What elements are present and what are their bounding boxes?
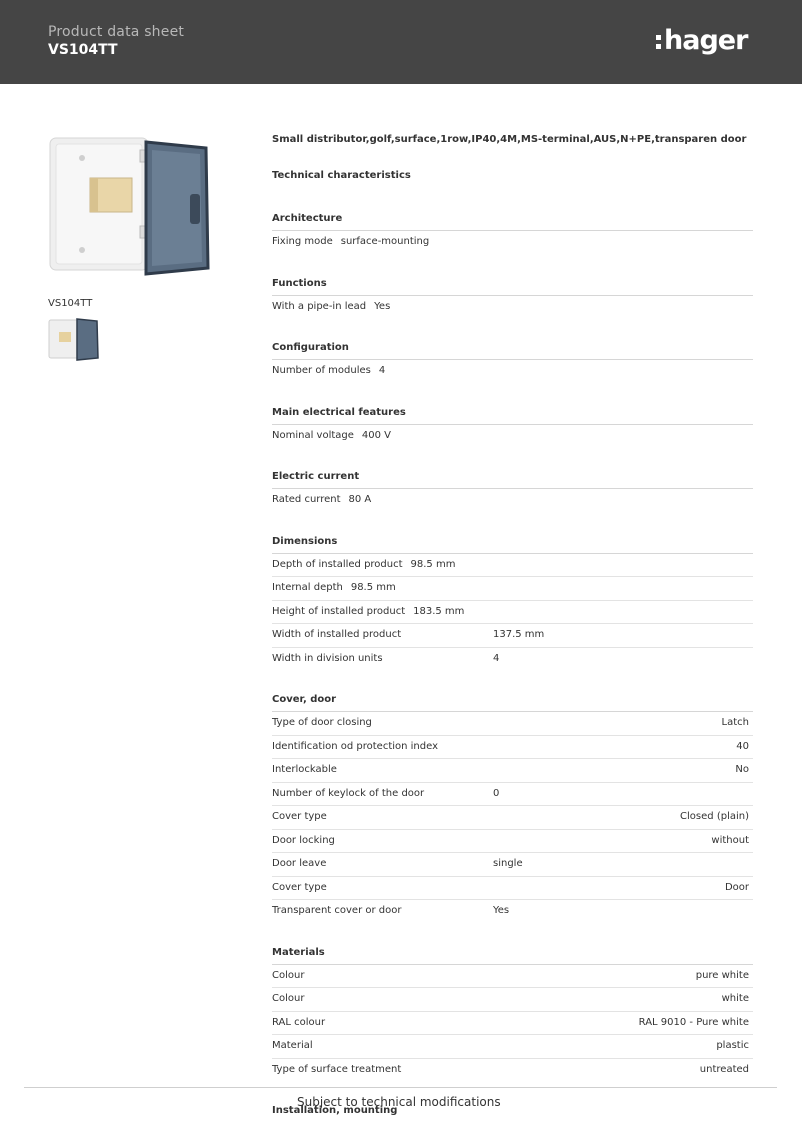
spec-value: surface-mounting bbox=[340, 236, 430, 247]
spec-label: Nominal voltage bbox=[272, 429, 354, 441]
product-thumbnail[interactable] bbox=[48, 317, 100, 361]
spec-row bbox=[272, 759, 753, 783]
spec-value: white bbox=[721, 993, 749, 1004]
spec-value: Closed (plain) bbox=[680, 811, 749, 822]
spec-value: 98.5 mm bbox=[410, 558, 456, 570]
section-heading: Installation, mounting bbox=[272, 1105, 398, 1116]
section-heading: Functions bbox=[272, 273, 753, 296]
product-image bbox=[48, 128, 214, 278]
product-code: VS104TT bbox=[48, 42, 118, 58]
spec-label: Internal depth bbox=[272, 582, 343, 593]
footer-divider bbox=[24, 1087, 777, 1088]
spec-row bbox=[272, 648, 753, 671]
spec-value: Latch bbox=[721, 717, 749, 728]
spec-value: 4 bbox=[378, 365, 386, 376]
spec-value: 80 A bbox=[348, 494, 372, 505]
spec-label: Type of door closing bbox=[272, 717, 372, 728]
spec-value: 4 bbox=[493, 652, 500, 664]
spec-label: Transparent cover or door bbox=[272, 905, 402, 916]
logo-wordmark: hager bbox=[664, 24, 748, 56]
spec-value: 183.5 mm bbox=[413, 605, 465, 617]
spec-row bbox=[272, 1035, 753, 1059]
spec-label: Cover type bbox=[272, 881, 327, 893]
spec-label: With a pipe-in lead bbox=[272, 300, 367, 312]
spec-value: 98.5 mm bbox=[350, 582, 396, 593]
section-heading: Architecture bbox=[272, 208, 753, 231]
spec-content bbox=[272, 131, 753, 1122]
spec-row bbox=[272, 988, 753, 1012]
spec-row bbox=[272, 853, 753, 877]
spec-row bbox=[272, 489, 753, 512]
document-type: Product data sheet bbox=[48, 24, 185, 40]
sku-label: VS104TT bbox=[48, 298, 93, 309]
spec-label: Identification od protection index bbox=[272, 740, 439, 752]
spec-label: Height of installed product bbox=[272, 605, 406, 617]
spec-value: Yes bbox=[374, 300, 391, 312]
spec-label: Interlockable bbox=[272, 764, 337, 775]
spec-row bbox=[272, 712, 753, 736]
spec-value: 400 V bbox=[361, 429, 392, 441]
footer-note: Subject to technical modifications bbox=[297, 1095, 501, 1109]
spec-value: plastic bbox=[716, 1040, 749, 1051]
spec-row bbox=[272, 231, 753, 254]
spec-row bbox=[272, 900, 753, 923]
spec-label: Width of installed product bbox=[272, 629, 402, 640]
spec-row bbox=[272, 1012, 753, 1036]
spec-value: untreated bbox=[699, 1063, 749, 1075]
brand-logo bbox=[656, 22, 747, 58]
spec-label: Door leave bbox=[272, 858, 327, 869]
spec-value: without bbox=[711, 834, 749, 846]
section-heading: Electric current bbox=[272, 466, 753, 489]
section-heading: Dimensions bbox=[272, 531, 753, 554]
spec-row bbox=[272, 806, 753, 830]
spec-label: Width in division units bbox=[272, 652, 383, 664]
spec-row bbox=[272, 965, 753, 989]
spec-value: 40 bbox=[736, 740, 749, 752]
spec-value: pure white bbox=[695, 969, 749, 981]
spec-label: Fixing mode bbox=[272, 236, 333, 247]
spec-value: 137.5 mm bbox=[493, 629, 545, 640]
section-heading: Configuration bbox=[272, 337, 753, 360]
spec-label: Number of keylock of the door bbox=[272, 787, 425, 799]
spec-value: RAL 9010 - Pure white bbox=[638, 1016, 749, 1028]
spec-label: Colour bbox=[272, 969, 305, 981]
spec-row bbox=[272, 577, 753, 601]
spec-row bbox=[272, 624, 753, 648]
spec-row bbox=[272, 360, 753, 383]
spec-label: Number of modules bbox=[272, 365, 371, 376]
spec-row bbox=[272, 783, 753, 807]
spec-sections bbox=[272, 208, 753, 1122]
technical-heading: Technical characteristics bbox=[272, 170, 411, 181]
spec-label: RAL colour bbox=[272, 1016, 326, 1028]
spec-value: single bbox=[493, 858, 523, 869]
spec-value: No bbox=[735, 764, 749, 775]
spec-row bbox=[272, 1059, 753, 1082]
logo-dots-icon bbox=[656, 35, 661, 49]
spec-label: Cover type bbox=[272, 811, 327, 822]
spec-row bbox=[272, 554, 753, 578]
section-heading: Materials bbox=[272, 942, 753, 965]
spec-row bbox=[272, 425, 753, 448]
spec-value: 0 bbox=[493, 787, 500, 799]
spec-row bbox=[272, 877, 753, 901]
spec-row bbox=[272, 830, 753, 854]
spec-label: Colour bbox=[272, 993, 305, 1004]
spec-value: Yes bbox=[493, 905, 510, 916]
section-heading: Main electrical features bbox=[272, 402, 753, 425]
spec-value: Door bbox=[724, 881, 749, 893]
spec-label: Door locking bbox=[272, 834, 335, 846]
section-heading: Cover, door bbox=[272, 689, 753, 712]
spec-label: Depth of installed product bbox=[272, 558, 403, 570]
spec-row bbox=[272, 601, 753, 625]
spec-label: Rated current bbox=[272, 494, 341, 505]
header-bar bbox=[0, 0, 802, 84]
spec-row bbox=[272, 296, 753, 319]
spec-label: Type of surface treatment bbox=[272, 1063, 402, 1075]
spec-label: Material bbox=[272, 1040, 313, 1051]
product-title: Small distributor,golf,surface,1row,IP40,4M,MS-terminal,AUS,N+PE,transparen door bbox=[272, 134, 747, 145]
spec-row bbox=[272, 736, 753, 760]
